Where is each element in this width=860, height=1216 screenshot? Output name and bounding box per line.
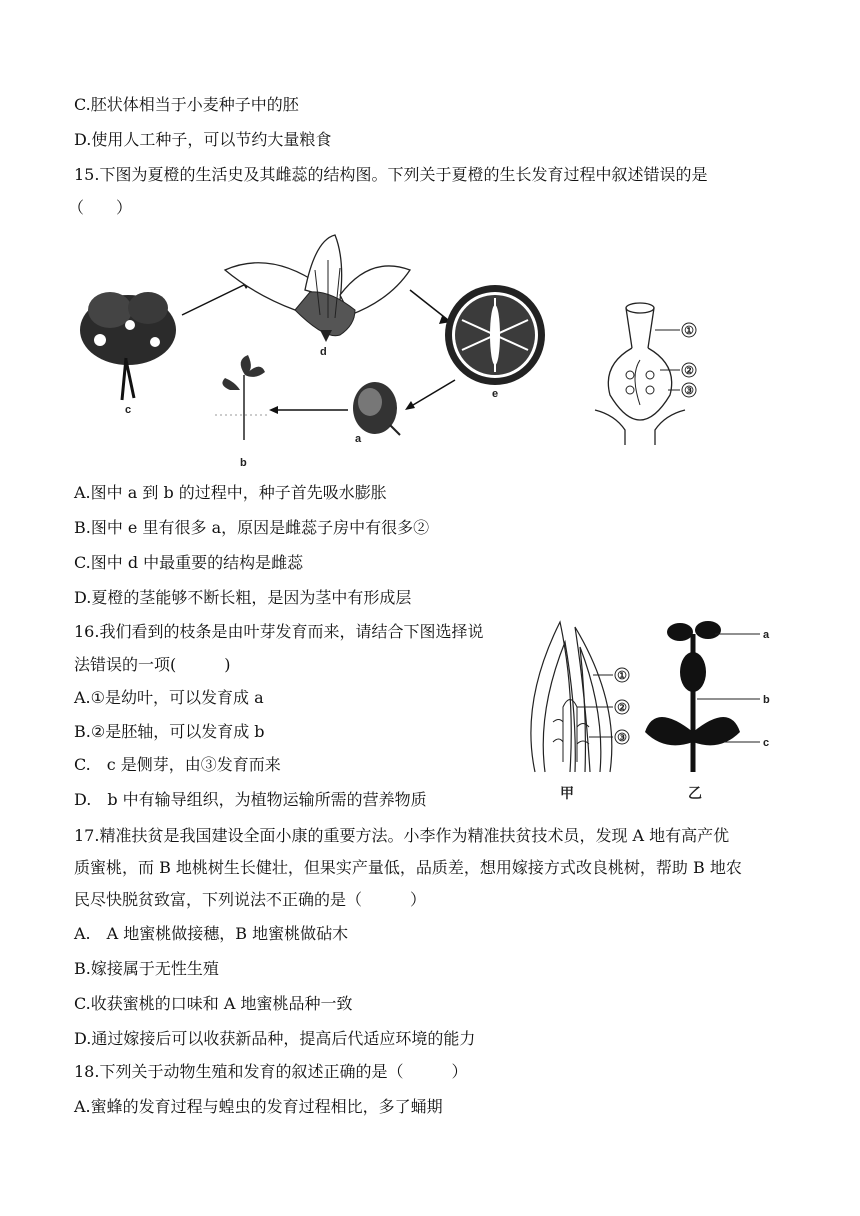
branch-label-a: a xyxy=(763,629,770,641)
question-16-stem-line1: 16.我们看到的枝条是由叶芽发育而来，请结合下图选择说 xyxy=(74,622,484,641)
pistil-label-3: ③ xyxy=(684,385,694,397)
branch-label-b: b xyxy=(763,694,770,706)
q17-option-d: D.通过嫁接后可以收获新品种，提高后代适应环境的能力 xyxy=(74,1029,476,1048)
question-15-bracket: （ ） xyxy=(68,198,133,217)
figure-16-bud-and-branch xyxy=(515,612,775,807)
question-16-stem-line2: 法错误的一项( ) xyxy=(74,655,231,674)
q15-option-c: C.图中 d 中最重要的结构是雌蕊 xyxy=(74,553,304,572)
stage-label-c: c xyxy=(125,404,132,416)
caption-yi: 乙 xyxy=(688,785,702,801)
stage-label-e: e xyxy=(492,388,499,400)
stage-label-b: b xyxy=(240,457,247,469)
q15-option-a: A.图中 a 到 b 的过程中，种子首先吸水膨胀 xyxy=(74,483,387,502)
stage-label-d: d xyxy=(320,346,327,358)
option-d-prev: D.使用人工种子，可以节约大量粮食 xyxy=(74,130,332,149)
tree-illustration xyxy=(80,292,176,400)
pistil-illustration xyxy=(595,303,696,445)
branch-illustration xyxy=(645,621,760,772)
stage-label-a: a xyxy=(355,433,362,445)
bud-label-2: ② xyxy=(617,702,627,714)
question-17-stem-line2: 质蜜桃，而 B 地桃树生长健壮，但果实产量低，品质差，想用嫁接方式改良桃树，帮助 B 地农 xyxy=(74,858,742,877)
q17-option-c: C.收获蜜桃的口味和 A 地蜜桃品种一致 xyxy=(74,994,353,1013)
pistil-label-2: ② xyxy=(684,365,694,377)
q16-option-a: A.①是幼叶，可以发育成 a xyxy=(74,688,264,707)
bud-label-1: ① xyxy=(617,670,627,682)
q16-option-b: B.②是胚轴，可以发育成 b xyxy=(74,722,265,741)
bud-label-3: ③ xyxy=(617,732,627,744)
caption-jia: 甲 xyxy=(560,785,574,801)
q15-option-d: D.夏橙的茎能够不断长粗，是因为茎中有形成层 xyxy=(74,588,412,607)
question-18-stem: 18.下列关于动物生殖和发育的叙述正确的是（ ） xyxy=(74,1062,468,1081)
question-17-stem-line3: 民尽快脱贫致富，下列说法不正确的是（ ） xyxy=(74,890,427,909)
leaf-bud-illustration xyxy=(531,622,629,772)
option-c-prev: C.胚状体相当于小麦种子中的胚 xyxy=(74,95,299,114)
q17-option-b: B.嫁接属于无性生殖 xyxy=(74,959,219,978)
q16-option-d: D. b 中有输导组织，为植物运输所需的营养物质 xyxy=(74,790,427,809)
q17-option-a: A. A 地蜜桃做接穗，B 地蜜桃做砧木 xyxy=(74,924,349,943)
orange-section-illustration xyxy=(445,285,545,385)
seedling-illustration xyxy=(215,355,270,440)
question-17-stem-line1: 17.精准扶贫是我国建设全面小康的重要方法。小李作为精准扶贫技术员，发现 A 地有高产优 xyxy=(74,826,730,845)
pistil-label-1: ① xyxy=(684,325,694,337)
q15-option-b: B.图中 e 里有很多 a，原因是雌蕊子房中有很多② xyxy=(74,518,430,537)
seed-illustration xyxy=(353,382,400,435)
branch-label-c: c xyxy=(763,737,770,749)
q18-option-a: A.蜜蜂的发育过程与蝗虫的发育过程相比，多了蛹期 xyxy=(74,1097,443,1116)
flower-illustration xyxy=(225,235,410,342)
figure-15-life-cycle xyxy=(70,230,710,470)
q16-option-c: C. c 是侧芽，由③发育而来 xyxy=(74,755,281,774)
question-15-stem: 15.下图为夏橙的生活史及其雌蕊的结构图。下列关于夏橙的生长发育过程中叙述错误的是 xyxy=(74,165,708,184)
